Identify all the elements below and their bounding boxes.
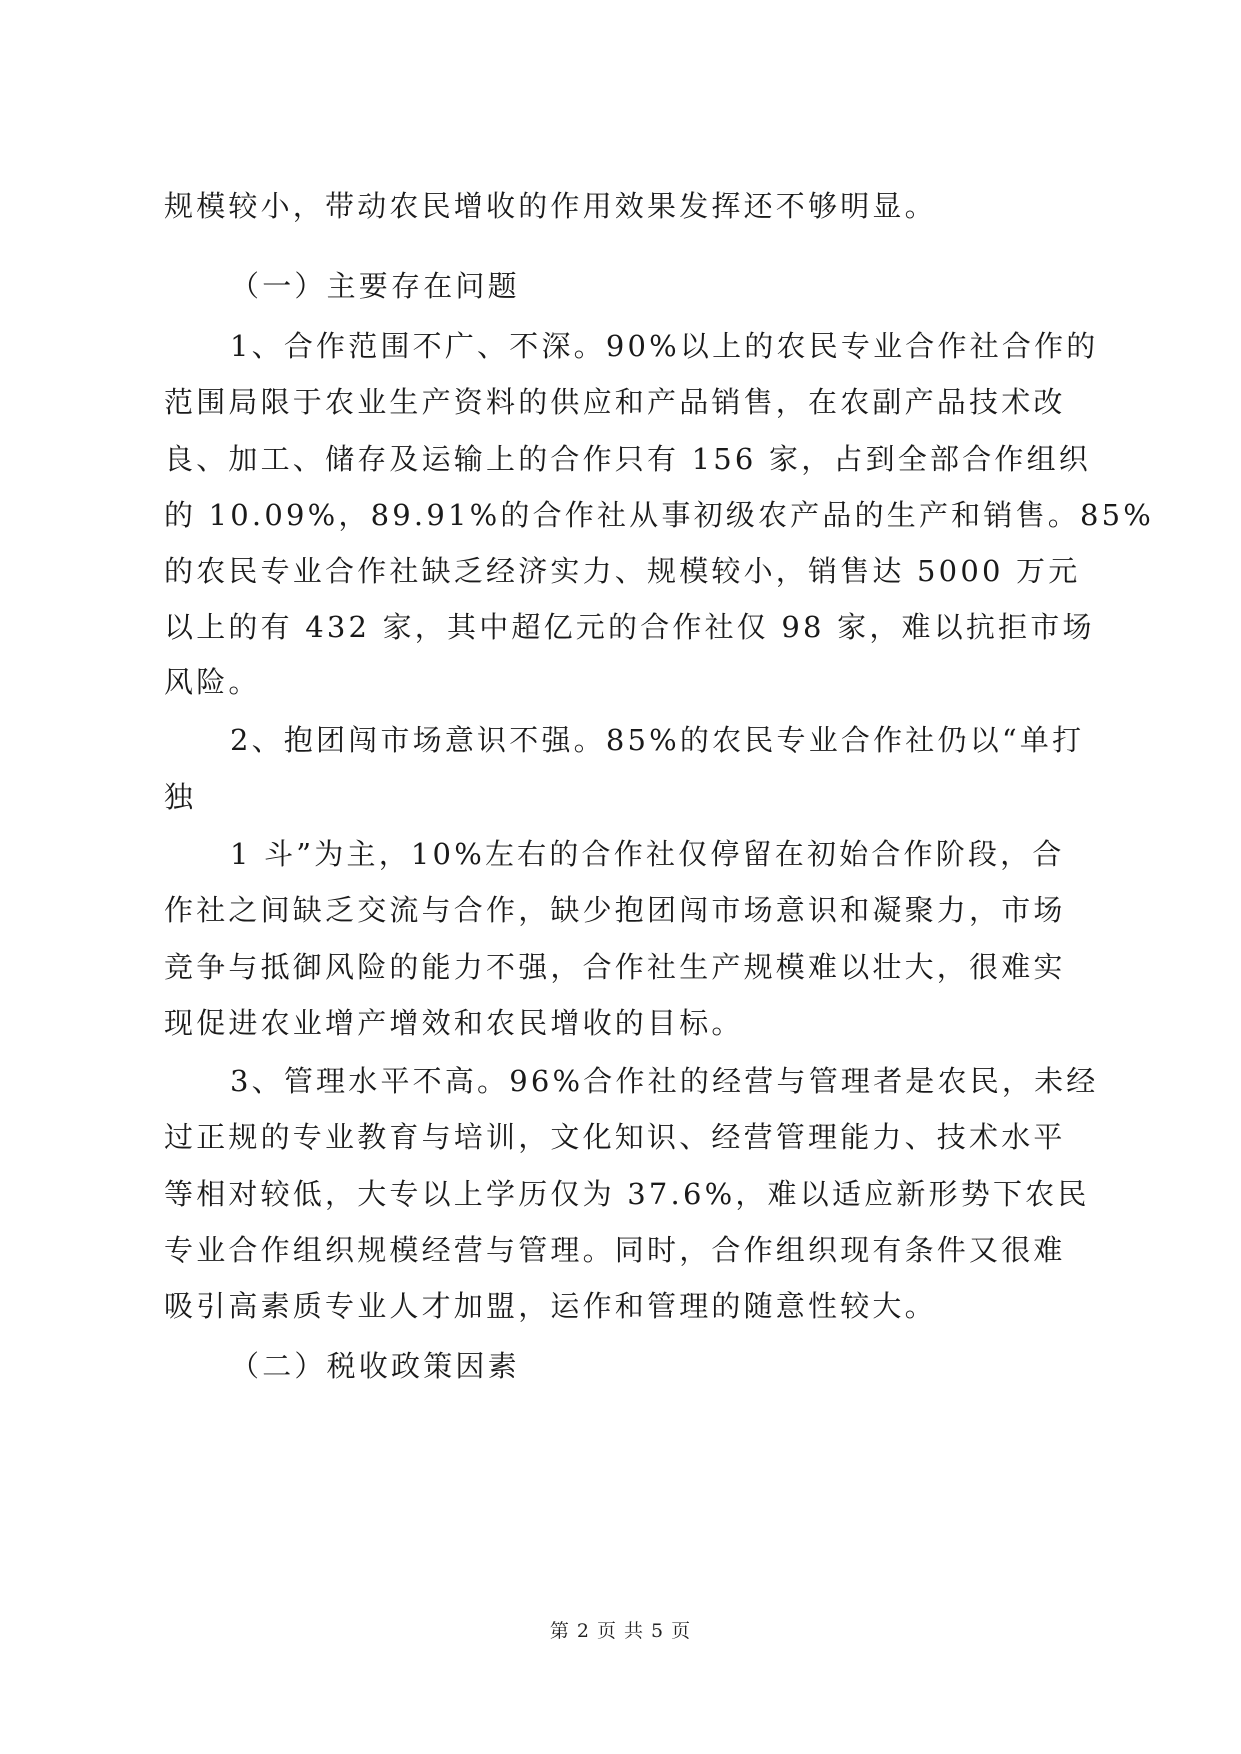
page-footer: 第 2 页 共 5 页 — [549, 1620, 692, 1642]
body-line: 3、管理水平不高。96%合作社的经营与管理者是农民，未经 — [230, 1064, 1099, 1098]
body-line: 的 10.09%，89.91%的合作社从事初级农产品的生产和销售。85% — [164, 498, 1155, 532]
body-line: 等相对较低，大专以上学历仅为 37.6%，难以适应新形势下农民 — [164, 1177, 1090, 1211]
body-line: 独 — [164, 780, 197, 814]
body-line: 1、合作范围不广、不深。90%以上的农民专业合作社合作的 — [230, 329, 1099, 363]
body-line: 过正规的专业教育与培训，文化知识、经营管理能力、技术水平 — [164, 1120, 1066, 1154]
body-line: 作社之间缺乏交流与合作，缺少抱团闯市场意识和凝聚力，市场 — [164, 893, 1066, 927]
body-line: 风险。 — [164, 665, 261, 699]
section-heading: （二）税收政策因素 — [230, 1349, 520, 1383]
body-line: 范围局限于农业生产资料的供应和产品销售，在农副产品技术改 — [164, 385, 1066, 419]
body-line: 以上的有 432 家，其中超亿元的合作社仅 98 家，难以抗拒市场 — [164, 610, 1095, 644]
body-line: 专业合作组织规模经营与管理。同时，合作组织现有条件又很难 — [164, 1233, 1066, 1267]
body-line: 现促进农业增产增效和农民增收的目标。 — [164, 1006, 744, 1040]
section-heading: （一）主要存在问题 — [230, 269, 520, 303]
body-line: 2、抱团闯市场意识不强。85%的农民专业合作社仍以“单打 — [230, 723, 1085, 757]
body-line: 良、加工、储存及运输上的合作只有 156 家，占到全部合作组织 — [164, 442, 1091, 476]
body-line: 的农民专业合作社缺乏经济实力、规模较小，销售达 5000 万元 — [164, 554, 1081, 588]
body-line: 竞争与抵御风险的能力不强，合作社生产规模难以壮大，很难实 — [164, 950, 1066, 984]
body-line: 1 斗”为主，10%左右的合作社仅停留在初始合作阶段，合 — [230, 837, 1065, 871]
body-line: 吸引高素质专业人才加盟，运作和管理的随意性较大。 — [164, 1289, 937, 1323]
body-line: 规模较小，带动农民增收的作用效果发挥还不够明显。 — [164, 189, 937, 223]
